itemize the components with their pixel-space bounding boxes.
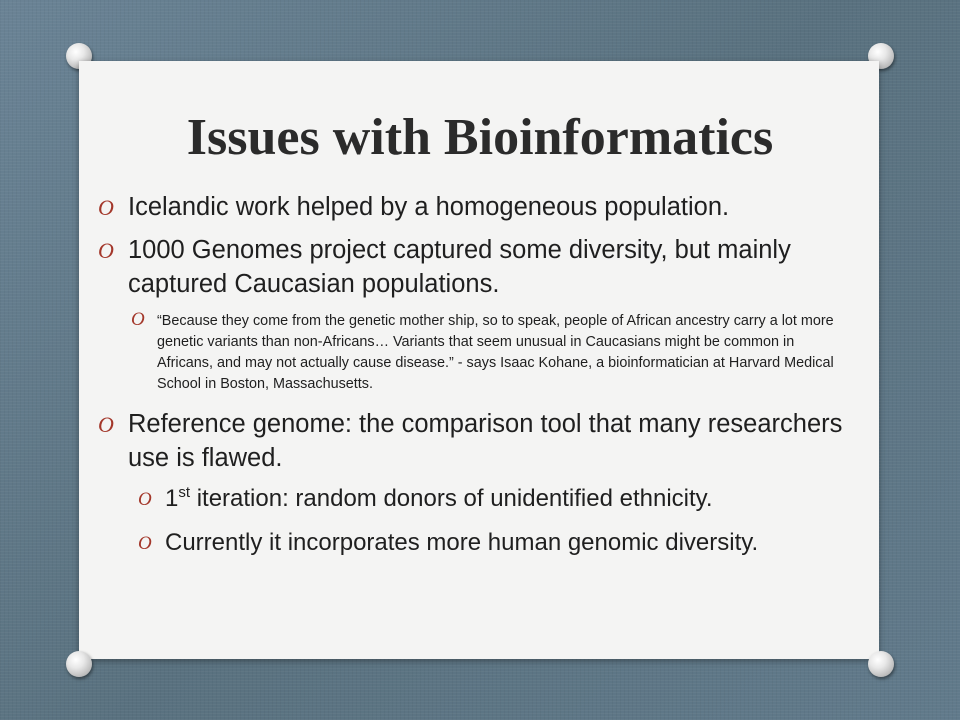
bullet-item bbox=[98, 407, 858, 475]
sub-bullet-item bbox=[98, 483, 858, 515]
sub-bullet-quote bbox=[98, 311, 858, 395]
bullet-item bbox=[98, 233, 858, 301]
pushpin-bottom-left-icon bbox=[66, 651, 92, 677]
bullet-marker-icon: O bbox=[98, 412, 114, 437]
ordinal-suffix: st bbox=[178, 484, 191, 501]
bullet-list bbox=[98, 190, 858, 559]
bullet-item bbox=[98, 190, 858, 224]
bullet-text: 1000 Genomes project captured some diversity, but mainly captured Caucasian populations. bbox=[128, 236, 791, 298]
bullet-marker-icon: O bbox=[138, 489, 152, 510]
bullet-marker-icon: O bbox=[131, 309, 145, 330]
pushpin-bottom-right-icon bbox=[868, 651, 894, 677]
bullet-text: Icelandic work helped by a homogeneous population. bbox=[128, 193, 730, 221]
sub-bullet-text: Currently it incorporates more human genomic diversity. bbox=[165, 529, 759, 556]
bullet-marker-icon: O bbox=[138, 533, 152, 554]
ordinal-number: 1 bbox=[165, 485, 179, 512]
slide-title: Issues with Bioinformatics bbox=[186, 109, 774, 166]
bullet-text: Reference genome: the comparison tool that many researchers use is flawed. bbox=[128, 410, 843, 472]
bullet-marker-icon: O bbox=[98, 195, 114, 220]
bullet-marker-icon: O bbox=[98, 238, 114, 263]
sub-bullet-item bbox=[98, 527, 858, 559]
sub-bullet-text: iteration: random donors of unidentified ethnicity. bbox=[190, 485, 713, 512]
quote-text: “Because they come from the genetic mother ship, so to speak, people of African ancestry carry a lot more genetic variants than non-Africans… Variants that seem unusual in Caucasians might be common in Africans, and may not actually cause disease.” - says Isaac Kohane, a bioinformatician at Harvard Medical School in Boston, Massachusetts. bbox=[157, 313, 834, 392]
